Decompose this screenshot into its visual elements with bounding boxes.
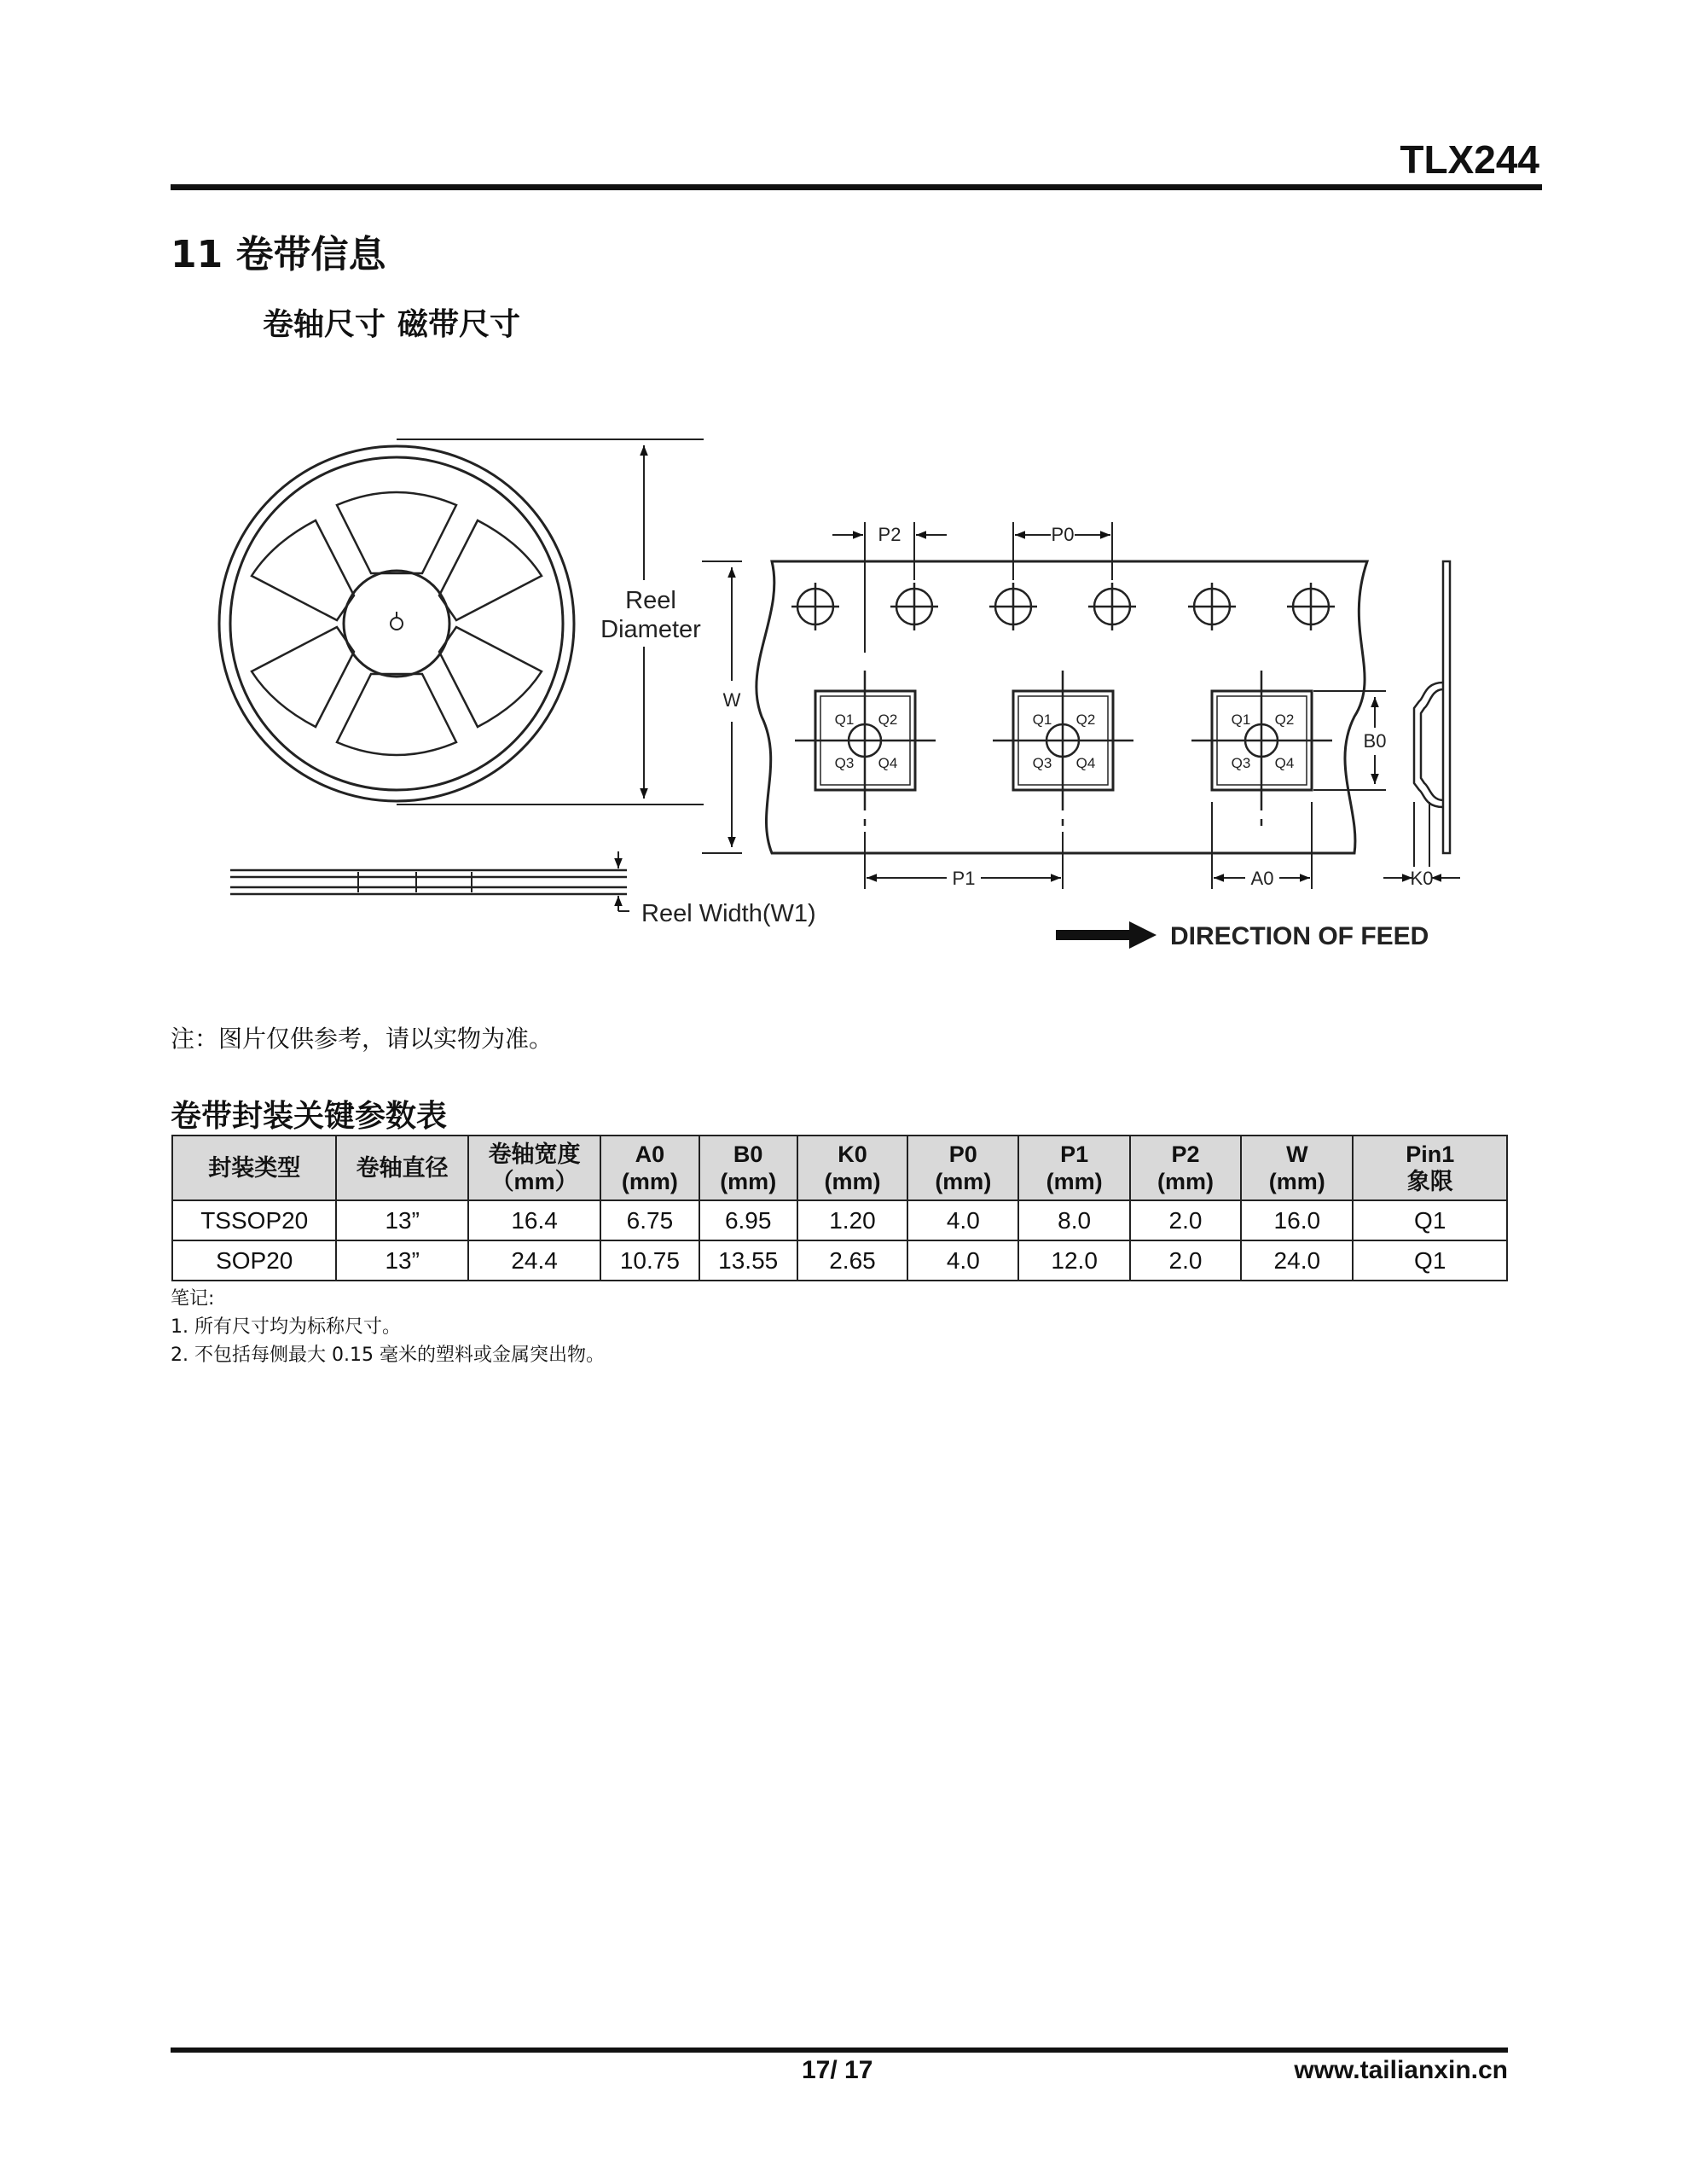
table-cell: 12.0 [1018, 1240, 1129, 1281]
reel-dimensions-label: 卷轴尺寸 [263, 307, 386, 342]
column-header-pin1-quadrant: Pin1 象限 [1353, 1136, 1507, 1200]
document-part-number: TLX244 [1400, 137, 1539, 182]
reel-diameter-label-line2: Diameter [600, 616, 701, 643]
table-cell: SOP20 [172, 1240, 336, 1281]
a0-label: A0 [1250, 868, 1274, 889]
column-header-reel-diameter: 卷轴直径 [336, 1136, 467, 1200]
quadrant-q1-label: Q1 [1032, 712, 1052, 728]
table-cell: 6.95 [699, 1200, 797, 1240]
component-pocket-2 [993, 671, 1133, 826]
quadrant-q3-label: Q3 [1032, 755, 1052, 771]
table-row [172, 1240, 1507, 1281]
table-cell: 6.75 [600, 1200, 699, 1240]
quadrant-q1-label: Q1 [834, 712, 855, 728]
reel-diameter-label-line1: Reel [625, 587, 676, 614]
table-cell: Q1 [1353, 1200, 1507, 1240]
quadrant-q2-label: Q2 [1075, 712, 1096, 728]
table-cell: 24.0 [1241, 1240, 1353, 1281]
table-cell: 10.75 [600, 1240, 699, 1281]
table-cell: 24.4 [468, 1240, 600, 1281]
reel-tape-diagram [0, 0, 1687, 990]
reel-front-view [219, 446, 574, 801]
reel-width-label: Reel Width(W1) [641, 900, 816, 927]
table-cell: 13” [336, 1200, 467, 1240]
table-cell: 2.0 [1130, 1240, 1241, 1281]
table-title: 卷带封装关键参数表 [171, 1099, 448, 1134]
quadrant-q3-label: Q3 [1231, 755, 1251, 771]
p1-label: P1 [952, 868, 976, 889]
table-cell: 13.55 [699, 1240, 797, 1281]
table-row [172, 1200, 1507, 1240]
quadrant-q4-label: Q4 [1075, 755, 1096, 771]
table-cell: 16.4 [468, 1200, 600, 1240]
quadrant-q3-label: Q3 [834, 755, 855, 771]
column-header-k0: K0 (mm) [797, 1136, 907, 1200]
table-cell: 4.0 [907, 1240, 1018, 1281]
table-footnotes [171, 1285, 605, 1369]
p0-label: P0 [1051, 524, 1075, 545]
quadrant-q4-label: Q4 [1274, 755, 1295, 771]
image-reference-note: 注：图片仅供参考，请以实物为准。 [171, 1025, 554, 1053]
tape-dimensions-label: 磁带尺寸 [397, 307, 521, 342]
footnote-item: 2. 不包括每侧最大 0.15 毫米的塑料或金属突出物。 [171, 1345, 605, 1366]
website-link[interactable]: www.tailianxin.cn [1294, 2056, 1508, 2084]
column-header-p0: P0 (mm) [907, 1136, 1018, 1200]
column-header-reel-width: 卷轴宽度 （mm） [468, 1136, 600, 1200]
column-header-package-type: 封装类型 [172, 1136, 336, 1200]
footnotes-heading: 笔记: [171, 1288, 215, 1310]
feed-direction-arrow-icon [1056, 921, 1157, 949]
table-cell: TSSOP20 [172, 1200, 336, 1240]
column-header-a0: A0 (mm) [600, 1136, 699, 1200]
quadrant-q4-label: Q4 [878, 755, 898, 771]
p2-label: P2 [878, 524, 901, 545]
quadrant-q2-label: Q2 [1274, 712, 1295, 728]
table-cell: 2.65 [797, 1240, 907, 1281]
column-header-p2: P2 (mm) [1130, 1136, 1241, 1200]
table-cell: 13” [336, 1240, 467, 1281]
section-title: 11 卷带信息 [171, 233, 386, 276]
reel-side-view [230, 851, 629, 911]
page-number: 17/ 17 [802, 2056, 873, 2084]
table-header-row [172, 1136, 1507, 1200]
column-header-p1: P1 (mm) [1018, 1136, 1129, 1200]
quadrant-q1-label: Q1 [1231, 712, 1251, 728]
table-cell: Q1 [1353, 1240, 1507, 1281]
table-cell: 2.0 [1130, 1200, 1241, 1240]
table-cell: 4.0 [907, 1200, 1018, 1240]
column-header-w: W (mm) [1241, 1136, 1353, 1200]
component-pocket-1 [795, 671, 936, 826]
footnote-item: 1. 所有尺寸均为标称尺寸。 [171, 1316, 401, 1338]
k0-label: K0 [1410, 868, 1434, 889]
footer-divider [171, 2048, 1508, 2053]
quadrant-q2-label: Q2 [878, 712, 898, 728]
carrier-tape-side-profile [1414, 561, 1450, 853]
table-cell: 1.20 [797, 1200, 907, 1240]
table-cell: 16.0 [1241, 1200, 1353, 1240]
tape-reel-parameter-table [171, 1135, 1508, 1281]
sprocket-holes [791, 583, 1335, 630]
w-label: W [722, 689, 741, 711]
b0-label: B0 [1363, 730, 1387, 752]
table-cell: 8.0 [1018, 1200, 1129, 1240]
direction-of-feed-label: DIRECTION OF FEED [1170, 922, 1429, 950]
column-header-b0: B0 (mm) [699, 1136, 797, 1200]
